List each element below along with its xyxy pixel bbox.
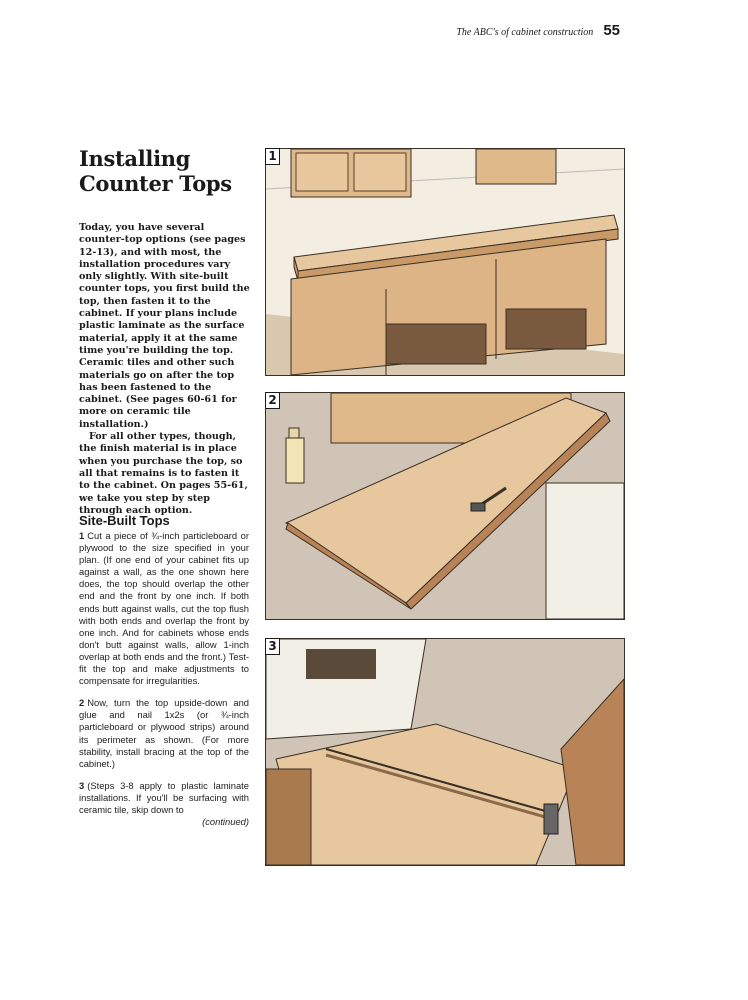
intro-paragraph: Today, you have several counter-top options (see pages 12-13), and with most, the installation procedures vary only slightly. With site-built counter tops, you first build the top, then fasten it to the cabinet. If your plans include plastic laminate as the surface material, apply it at the same time you're building the top. Ceramic tiles and other such materials go on after the top has been fastened to the cabinet. (See pages 60-61 for more on ceramic tile installation.) xyxy=(79,222,250,430)
intro-text xyxy=(79,222,251,517)
continued-note: (continued) xyxy=(202,816,249,828)
step-paragraph xyxy=(79,530,249,687)
title-line-2: Counter Tops xyxy=(79,171,232,196)
figure-2-number: 2 xyxy=(265,392,280,409)
intro-paragraph: For all other types, though, the finish material is in place when you purchase the top, so all that remains is to fasten it to the cabinet. On pages 55-61, we take you step by step through each option. xyxy=(79,431,248,516)
figure-1-illustration xyxy=(265,148,625,376)
step-number: 2 xyxy=(79,697,85,709)
page-title xyxy=(79,146,259,196)
steps-text xyxy=(79,530,249,838)
title-line-1: Installing xyxy=(79,146,191,171)
step-text: (Steps 3-8 apply to plastic laminate installations. If you'll be surfacing with ceramic tile, skip down to xyxy=(79,779,249,815)
section-heading: Site-Built Tops xyxy=(79,513,170,528)
figure-3-number: 3 xyxy=(265,638,280,655)
step-text: Now, turn the top upside-down and glue and nail 1x2s (or ¾-inch particleboard or plywood strips) around its perimeter as shown. (For more stability, install bracing at the top of the cabinet.) xyxy=(79,697,249,769)
figure-2-drawing xyxy=(266,393,624,619)
step-paragraph xyxy=(79,780,249,816)
running-title: The ABC's of cabinet construction xyxy=(456,27,594,38)
step-text: Cut a piece of ¾-inch particleboard or plywood to the size specified in your plan. (If one end of your cabinet fits up against a wall, as the one shown here does, the top should overlap the other end and the front by one inch. If both ends butt against walls, cut the top flush with both ends and overlap the front by one inch. And for cabinets whose ends don't butt against walls, allow 1-inch overlap at both ends and the front.) Test-fit the top and make adjustments to compensate for irregularities. xyxy=(79,530,249,687)
step-paragraph xyxy=(79,697,249,770)
figure-3-illustration xyxy=(265,638,625,866)
figure-3-drawing xyxy=(266,639,624,865)
step-number: 1 xyxy=(79,530,85,541)
figure-1-number: 1 xyxy=(265,148,280,165)
page-number: 55 xyxy=(603,22,620,39)
page-header xyxy=(456,22,620,39)
step-number: 3 xyxy=(79,779,85,791)
figure-2-illustration xyxy=(265,392,625,620)
figure-1-drawing xyxy=(266,149,624,375)
